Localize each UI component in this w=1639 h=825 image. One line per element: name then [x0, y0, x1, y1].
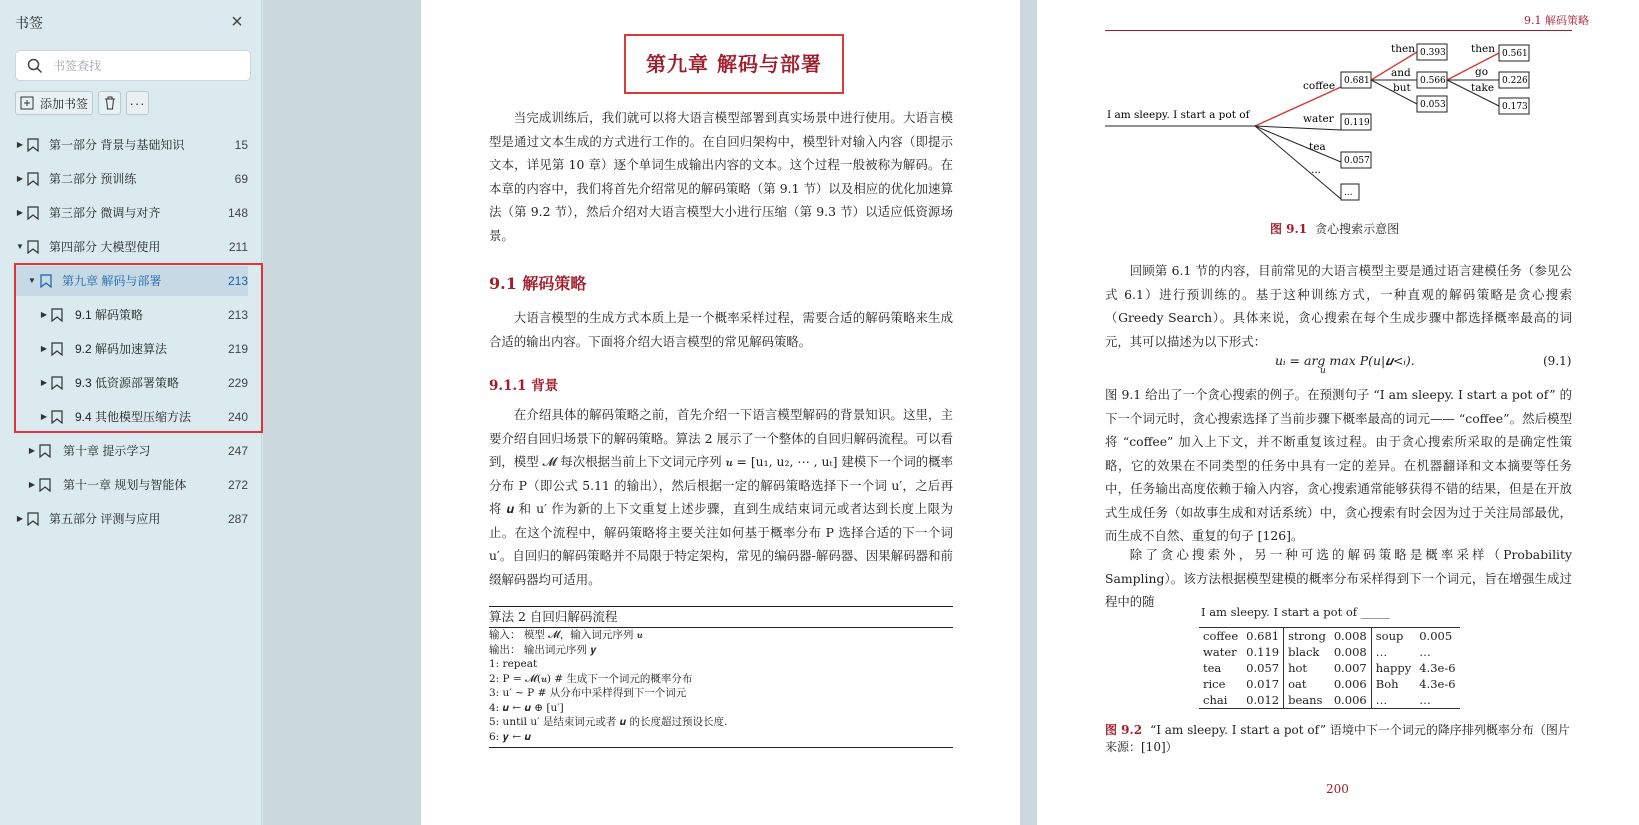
tree-word-ellipsis: ... [1311, 164, 1322, 176]
add-bookmark-button[interactable] [15, 91, 93, 115]
bookmark-item[interactable] [15, 198, 248, 228]
table-cell: tea [1203, 661, 1222, 675]
running-header: 9.1 解码策略 [1524, 14, 1589, 27]
bookmark-item[interactable] [27, 300, 248, 330]
figure-2-label: 图 9.2 [1105, 723, 1143, 737]
expand-arrow-icon[interactable]: ▶ [16, 208, 24, 217]
bookmark-label: 第九章 解码与部署 [62, 274, 162, 288]
viewer-background [263, 0, 421, 825]
bookmark-icon [51, 342, 63, 356]
bookmark-page: 213 [227, 274, 248, 288]
close-icon[interactable]: × [231, 11, 243, 33]
table-row [1199, 676, 1460, 692]
bookmark-item[interactable] [15, 164, 248, 194]
add-bookmark-icon [20, 96, 34, 110]
bookmark-icon [40, 274, 52, 288]
expand-arrow-icon[interactable]: ▶ [40, 310, 48, 319]
tree-word-take: take [1471, 82, 1495, 94]
table-cell: 0.007 [1330, 660, 1371, 676]
header-rule [1105, 30, 1572, 31]
table-cell: coffee [1199, 628, 1242, 645]
chapter-title: 第九章 解码与部署 [646, 52, 822, 76]
bookmark-item[interactable] [27, 368, 248, 398]
trash-icon [103, 96, 117, 110]
bookmark-icon [51, 308, 63, 322]
bookmark-item-selected[interactable] [16, 266, 248, 296]
algorithm-line: 6: 𝒚 ← 𝒖 [489, 730, 531, 743]
bookmark-label: 第二部分 预训练 [49, 172, 137, 186]
equation: uᵢ = arg max P(u|𝒖<ᵢ). [1275, 353, 1415, 368]
table-cell: 0.005 [1415, 628, 1459, 645]
tree-prob-water: 0.119 [1344, 118, 1370, 128]
table-cell: 0.017 [1242, 676, 1283, 692]
page-number: 200 [1326, 782, 1349, 796]
table-cell: beans [1284, 692, 1330, 709]
sampling-paragraph: 除了贪心搜索外，另一种可选的解码策略是概率采样（Probability Sampling）。该方法根据模型建模的概率分布采样得到下一个词元，旨在增强生成过程中的随 [1105, 547, 1572, 609]
bookmark-icon [39, 478, 51, 492]
tree-prob-but: 0.053 [1420, 100, 1446, 110]
tree-word-go: go [1475, 66, 1489, 78]
table-cell: oat [1288, 677, 1307, 691]
table-cell: strong [1284, 628, 1330, 645]
tree-word-tea: tea [1309, 141, 1326, 153]
equation-number: (9.1) [1543, 354, 1572, 368]
table-cell: 0.006 [1330, 676, 1371, 692]
bookmark-label: 9.4 其他模型压缩方法 [75, 410, 192, 424]
table-cell: … [1415, 692, 1459, 709]
table-cell: 4.3e-6 [1419, 677, 1456, 691]
section-paragraph: 大语言模型的生成方式本质上是一个概率采样过程，需要合适的解码策略来生成合适的输出内容。下面将介绍大语言模型的常见解码策略。 [489, 310, 953, 349]
bookmark-page: 240 [227, 410, 248, 424]
bookmark-item[interactable] [15, 504, 248, 534]
table-cell: black [1288, 645, 1320, 659]
bookmark-label: 9.1 解码策略 [75, 308, 144, 322]
table-cell: Boh [1375, 677, 1399, 691]
document-page-left[interactable] [421, 0, 1020, 825]
table-cell: 0.006 [1330, 692, 1371, 709]
collapse-arrow-icon[interactable]: ▼ [16, 242, 24, 251]
example-paragraph: 图 9.1 给出了一个贪心搜索的例子。在预测句子 “I am sleepy. I start a pot of” 的下一个词元时，贪心搜索选择了当前步骤下概率最高的词元—— “coffee”。然后模型将 “coffee” 加入上下文，并不断重复该过程。由于贪心搜索所采取的是确定性策略，它的效果在不同类型的任务中具有一定的差异。在机器翻译和文本摘要等任务中，任务输出高度依赖于输入内容，贪心搜索通常能够获得不错的结果，但是在开放式生成任务（如故事生成和对话系统）中，贪心搜索有时会因为过于关注局部最优，而生成不自然、重复的句子 [126]。 [1105, 387, 1572, 543]
delete-bookmark-button[interactable] [98, 91, 121, 115]
table-cell: 0.057 [1242, 660, 1283, 676]
expand-arrow-icon[interactable]: ▶ [28, 446, 36, 455]
background-paragraph: 在介绍具体的解码策略之前，首先介绍一下语言模型解码的背景知识。这里，主要介绍自回归场景下的解码策略。算法 2 展示了一个整体的自回归解码流程。可以看到，模型 𝓜 每次根据当前上下文词元序列 𝒖 = [u₁, u₂, ⋯ , uₜ] 建模下一个词的概率分布 P（即公式 5.11 的输出），然后根据一定的解码策略选择下一个词 u′，之后再将 𝒖 和 u′ 作为新的上下文重复上述步骤，直到生成结束词元或者达到长度上限为止。在这个流程中，解码策略将主要关注如何基于概率分布 P 选择合适的下一个词 u′。自回归的解码策略并不局限于特定架构，常见的编码器-解码器、因果解码器和前缀解码器均可适用。 [489, 407, 953, 587]
figure-caption-text: 贪心搜索示意图 [1315, 222, 1400, 236]
tree-prob-then-2: 0.561 [1502, 49, 1528, 59]
collapse-arrow-icon[interactable]: ▼ [28, 276, 36, 285]
bookmark-label: 第三部分 微调与对齐 [49, 206, 161, 220]
greedy-search-tree-diagram [1105, 38, 1585, 218]
bookmark-icon [27, 512, 39, 526]
more-options-button[interactable]: ··· [126, 91, 149, 115]
algorithm-title: 算法 2 自回归解码流程 [489, 607, 953, 628]
bookmark-page: 213 [227, 308, 248, 322]
figure-2-caption-text: “I am sleepy. I start a pot of” 语境中下一个词元的降序排列概率分布（图片来源：[10]） [1105, 723, 1570, 754]
tree-word-and: and [1391, 67, 1411, 79]
bookmark-page: 272 [227, 478, 248, 492]
page-gap [1020, 0, 1037, 825]
algorithm-line: 3: u′ ∼ P # 从分布中采样得到下一个词元 [489, 687, 687, 699]
document-page-right[interactable] [1037, 0, 1639, 825]
figure-2-caption [1105, 722, 1572, 756]
algorithm-line: 4: 𝒖 ← 𝒖 ⊕ [u′] [489, 701, 564, 714]
bookmark-label: 第十章 提示学习 [63, 444, 151, 458]
expand-arrow-icon[interactable]: ▶ [16, 514, 24, 523]
tree-word-but: but [1393, 82, 1411, 94]
tree-word-then-2: then [1471, 43, 1495, 55]
subsection-heading: 9.1.1 背景 [489, 378, 559, 394]
bookmark-page: 148 [227, 206, 248, 220]
table-row [1199, 628, 1460, 645]
bookmark-sidebar [0, 0, 262, 825]
table-row [1199, 692, 1460, 709]
table-cell: rice [1203, 677, 1226, 691]
table-cell: water [1203, 645, 1237, 659]
bookmark-page: 69 [234, 172, 248, 186]
table-cell: 0.008 [1330, 644, 1371, 660]
bookmark-page: 229 [227, 376, 248, 390]
expand-arrow-icon[interactable]: ▶ [16, 174, 24, 183]
bookmark-label: 第五部分 评测与应用 [49, 512, 161, 526]
tree-prob-then: 0.393 [1420, 48, 1446, 58]
algorithm-line: 1: repeat [489, 658, 538, 670]
probability-table [1199, 627, 1460, 709]
tree-prob-tea: 0.057 [1344, 156, 1370, 166]
bookmark-label: 9.2 解码加速算法 [75, 342, 168, 356]
bookmark-item[interactable] [27, 334, 248, 364]
section-heading: 9.1 解码策略 [489, 274, 587, 293]
add-bookmark-label: 添加书签 [40, 96, 89, 111]
bookmark-page: 219 [227, 342, 248, 356]
bookmark-item[interactable] [27, 436, 248, 466]
tree-prob-coffee: 0.681 [1344, 76, 1370, 86]
tree-prob-ellipsis: ... [1344, 188, 1353, 198]
figure-caption [1270, 220, 1399, 237]
bookmark-icon [27, 240, 39, 254]
bookmark-item[interactable] [15, 130, 248, 160]
tree-word-coffee: coffee [1303, 80, 1336, 92]
tree-root-text: I am sleepy. I start a pot of [1107, 109, 1250, 121]
tree-prob-and: 0.566 [1420, 76, 1446, 86]
bookmark-label: 第四部分 大模型使用 [49, 240, 161, 254]
bookmark-label: 第一部分 背景与基础知识 [49, 138, 185, 152]
table-cell: 0.681 [1242, 628, 1283, 645]
bookmark-page: 287 [227, 512, 248, 526]
tree-word-then: then [1391, 43, 1415, 55]
bookmark-page: 247 [227, 444, 248, 458]
bookmark-item[interactable] [27, 470, 248, 500]
bookmark-search-box[interactable] [15, 50, 251, 81]
table-cell: hot [1288, 661, 1308, 675]
expand-arrow-icon[interactable]: ▶ [28, 480, 36, 489]
search-input[interactable] [53, 56, 243, 76]
table-title: I am sleepy. I start a pot of _____ [1201, 605, 1390, 619]
bookmark-label: 第十一章 规划与智能体 [63, 478, 187, 492]
tree-word-water: water [1303, 113, 1334, 125]
table-cell: happy [1375, 661, 1412, 675]
sidebar-header [15, 13, 247, 33]
table-cell: … [1371, 692, 1415, 709]
table-cell: soup [1371, 628, 1415, 645]
chapter-title-box [624, 34, 844, 94]
algorithm-line: 2: P = 𝓜(𝒖) # 生成下一个词元的概率分布 [489, 672, 693, 685]
greedy-search-paragraph: 回顾第 6.1 节的内容，目前常见的大语言模型主要是通过语言建模任务（参见公式 6.1）进行预训练的。基于这种训练方式，一种直观的解码策略是贪心搜索（Greedy Search）。具体来说，贪心搜索在每个生成步骤中都选择概率最高的词元，其可以描述为以下形式： [1105, 263, 1572, 349]
sidebar-title: 书签 [15, 15, 43, 31]
bookmark-icon [27, 172, 39, 186]
table-cell: 0.008 [1330, 628, 1371, 645]
bookmark-item[interactable] [27, 402, 248, 432]
bookmark-icon [51, 410, 63, 424]
table-cell: … [1375, 645, 1388, 659]
bookmark-icon [39, 444, 51, 458]
bookmark-page: 211 [228, 240, 248, 254]
table-cell: 4.3e-6 [1419, 661, 1456, 675]
table-cell: 0.119 [1242, 644, 1283, 660]
search-icon [27, 58, 43, 74]
table-row [1199, 660, 1460, 676]
algorithm-block [489, 606, 953, 748]
bookmark-icon [27, 206, 39, 220]
table-row [1199, 644, 1460, 660]
intro-paragraph: 当完成训练后，我们就可以将大语言模型部署到真实场景中进行使用。大语言模型是通过文本生成的方式进行工作的。在自回归架构中，模型针对输入内容（即提示文本，详见第 10 章）逐个单词生成输出内容的文本。这个过程一般被称为解码。在本章的内容中，我们将首先介绍常见的解码策略（第 9.1 节）以及相应的优化加速算法（第 9.2 节），然后介绍对大语言模型大小进行压缩（第 9.3 节）以适应低资源场景。 [489, 110, 953, 243]
figure-label: 图 9.1 [1270, 222, 1308, 236]
table-cell: chai [1199, 692, 1242, 709]
expand-arrow-icon[interactable]: ▶ [40, 378, 48, 387]
bookmark-icon [51, 376, 63, 390]
bookmark-page: 15 [234, 138, 248, 152]
tree-prob-go: 0.226 [1502, 76, 1528, 86]
expand-arrow-icon[interactable]: ▶ [16, 140, 24, 149]
bookmark-item[interactable] [15, 232, 248, 262]
algorithm-line: 输入： 模型 𝓜，输入词元序列 𝒖 [489, 629, 643, 641]
equation-subscript: u [1320, 366, 1326, 376]
bookmark-icon [27, 138, 39, 152]
expand-arrow-icon[interactable]: ▶ [40, 344, 48, 353]
expand-arrow-icon[interactable]: ▶ [40, 412, 48, 421]
table-cell: … [1419, 645, 1431, 659]
bookmark-label: 9.3 低资源部署策略 [75, 376, 180, 390]
algorithm-line: 5: until u′ 是结束词元或者 𝒖 的长度超过预设长度. [489, 716, 728, 728]
table-cell: 0.012 [1242, 692, 1283, 709]
algorithm-line: 输出： 输出词元序列 𝒚 [489, 643, 597, 656]
tree-prob-take: 0.173 [1502, 102, 1528, 112]
